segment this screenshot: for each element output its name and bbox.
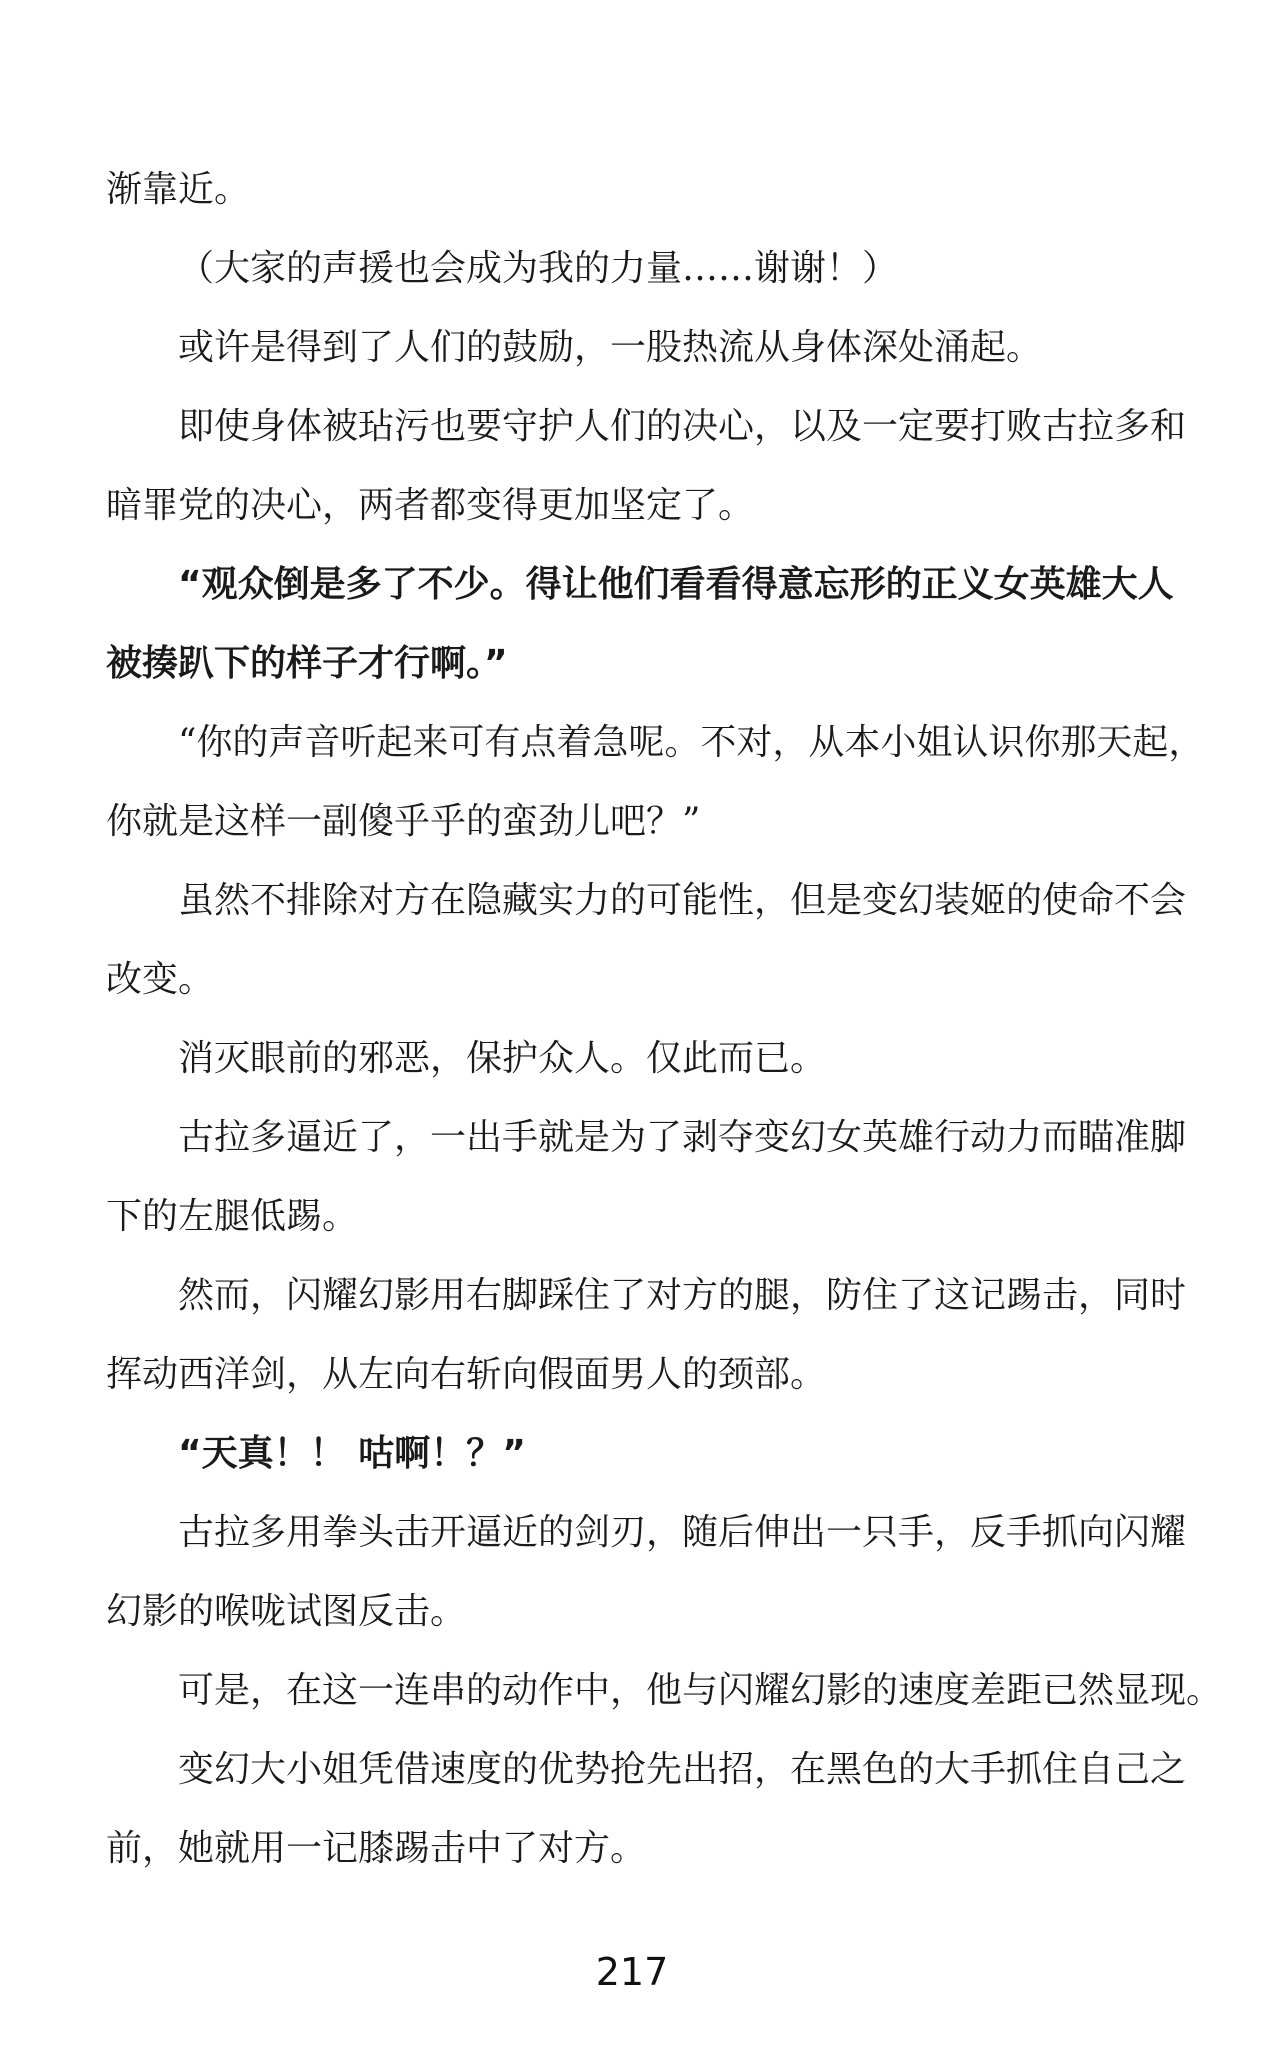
text-line: 挥动西洋剑，从左向右斩向假面男人的颈部。: [106, 1354, 827, 1395]
text-line: 即使身体被玷污也要守护人们的决心，以及一定要打败古拉多和: [178, 406, 1187, 447]
text-line: 古拉多用拳头击开逼近的剑刃，随后伸出一只手，反手抓向闪耀: [178, 1512, 1187, 1553]
dialogue-line: “观众倒是多了不少。得让他们看看得意忘形的正义女英雄大人: [178, 564, 1174, 605]
text-line: 可是，在这一连串的动作中，他与闪耀幻影的速度差距已然显现。: [178, 1670, 1223, 1711]
text-line: 改变。: [106, 959, 215, 1000]
dialogue-line: “天真！！ 咕啊！？”: [178, 1433, 526, 1474]
page-number: 217: [595, 1950, 669, 1994]
text-line: 暗罪党的决心，两者都变得更加坚定了。: [106, 485, 755, 526]
dialogue-line: 被揍趴下的样子才行啊。”: [106, 643, 508, 684]
text-line: 消灭眼前的邪恶，保护众人。仅此而已。: [178, 1038, 827, 1079]
text-line: （大家的声援也会成为我的力量……谢谢！）: [178, 248, 899, 289]
text-line: 然而，闪耀幻影用右脚踩住了对方的腿，防住了这记踢击，同时: [178, 1275, 1187, 1316]
body-text: [106, 150, 1223, 1888]
dialogue-line: “你的声音听起来可有点着急呢。不对，从本小姐认识你那天起，: [178, 722, 1205, 763]
text-line: 古拉多逼近了，一出手就是为了剥夺变幻女英雄行动力而瞄准脚: [178, 1117, 1187, 1158]
text-line: 前，她就用一记膝踢击中了对方。: [106, 1828, 647, 1869]
text-line: 幻影的喉咙试图反击。: [106, 1591, 467, 1632]
text-line: 变幻大小姐凭借速度的优势抢先出招，在黑色的大手抓住自己之: [178, 1749, 1187, 1790]
dialogue-line: 你就是这样一副傻乎乎的蛮劲儿吧？”: [106, 801, 701, 842]
text-line: 渐靠近。: [106, 169, 251, 210]
text-line: 下的左腿低踢。: [106, 1196, 359, 1237]
text-line: 虽然不排除对方在隐藏实力的可能性，但是变幻装姬的使命不会: [178, 880, 1187, 921]
text-line: 或许是得到了人们的鼓励，一股热流从身体深处涌起。: [178, 327, 1043, 368]
